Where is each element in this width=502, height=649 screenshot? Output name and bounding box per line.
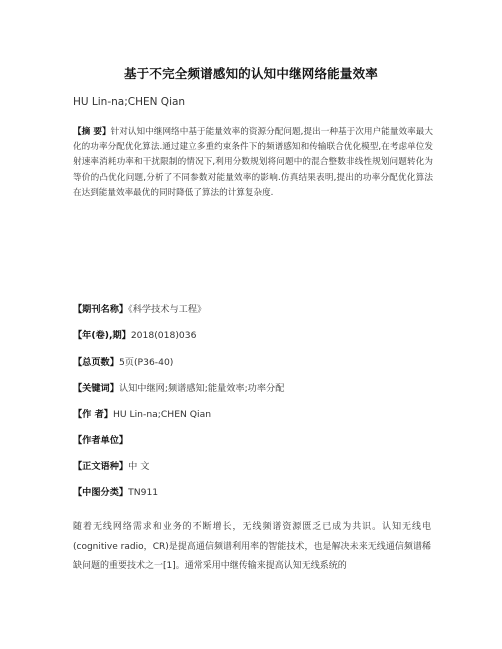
paper-title: 基于不完全频谱感知的认知中继网络能量效率 bbox=[123, 66, 378, 81]
abstract-text: 针对认知中继网络中基于能量效率的资源分配问题,提出一种基于次用户能量效率最大化的功率分配优化算法.通过建立多重约束条件下的频谱感知和传输联合优化模型,在考虑单位发射速率消耗功率和干扰限制的情况下,利用分数规划将问题中的混合整数非线性规划问题转化为等价的凸优化问题,分析了不同参数对能量效率的影响.仿真结果表明,提出的功率分配优化算法在达到能量效率最优的同时降低了算法的计算复杂度. bbox=[73, 127, 434, 198]
meta-keywords-value: 认知中继网;频谱感知;能量效率;功率分配 bbox=[118, 383, 285, 394]
meta-pages-label: 【总页数】 bbox=[73, 357, 119, 368]
body-paragraph: 随着无线网络需求和业务的不断增长，无线频谱资源匮乏已成为共识。认知无线电(cognitive radio，CR)是提高通信频谱利用率的智能技术，也是解决未来无线通信频谱稀缺问题的重要技术之一[1]。通常采用中继传输来提高认知无线系统的 bbox=[73, 522, 431, 571]
meta-year-label: 【年(卷),期】 bbox=[73, 330, 131, 341]
meta-clc-value: TN911 bbox=[128, 487, 159, 498]
meta-affiliation-label: 【作者单位】 bbox=[73, 435, 129, 446]
meta-author-value: HU Lin-na;CHEN Qian bbox=[112, 409, 212, 420]
meta-journal-value: 《科学技术与工程》 bbox=[128, 304, 207, 315]
meta-language bbox=[73, 458, 149, 472]
meta-keywords bbox=[73, 380, 284, 394]
abstract-label: 【摘 要】 bbox=[73, 127, 111, 137]
meta-author-label: 【作 者】 bbox=[73, 409, 113, 420]
meta-year-value: 2018(018)036 bbox=[130, 330, 197, 341]
paper-authors: HU Lin-na;CHEN Qian bbox=[73, 96, 186, 108]
abstract-block bbox=[73, 125, 433, 201]
meta-pages-value: 5页(P36-40) bbox=[118, 357, 174, 368]
meta-affiliation bbox=[73, 432, 128, 446]
meta-keywords-label: 【关键词】 bbox=[73, 383, 119, 394]
meta-clc-label: 【中图分类】 bbox=[73, 487, 129, 498]
meta-classification bbox=[73, 484, 158, 498]
meta-year-issue bbox=[73, 327, 196, 341]
meta-author bbox=[73, 406, 211, 420]
meta-language-label: 【正文语种】 bbox=[73, 461, 129, 472]
meta-journal bbox=[73, 301, 206, 315]
meta-journal-label: 【期刊名称】 bbox=[73, 304, 129, 315]
meta-page-count bbox=[73, 354, 173, 368]
meta-language-value: 中 文 bbox=[128, 461, 150, 472]
